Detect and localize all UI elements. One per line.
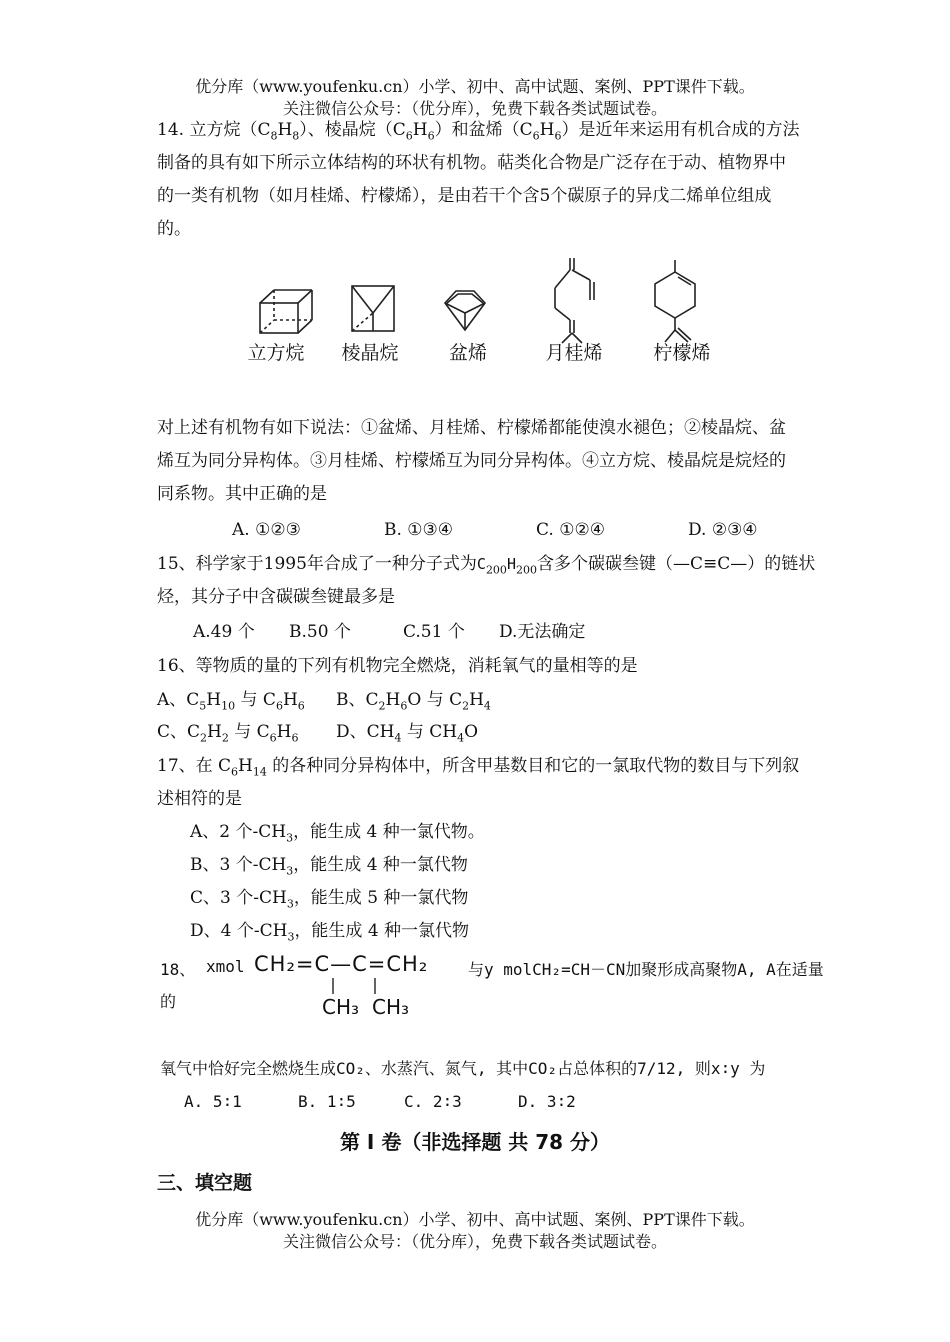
q18-methyl-1: CH₃ (322, 995, 360, 1019)
header-line-1: 优分库（www.youfenku.cn）小学、初中、高中试题、案例、PPT课件下载。 (195, 77, 755, 96)
part-title: 第 I 卷（非选择题 共 78 分） (339, 1130, 611, 1154)
label-benzvalene: 盆烯 (448, 342, 487, 364)
q17-option-a: A、2 个$-CH_3$，能生成 4 种一氯代物。 (190, 822, 485, 845)
q17-option-b: B、3 个$-CH_3$，能生成 4 种一氯代物 (190, 855, 468, 878)
q18-methyl-2: CH₃ (372, 995, 410, 1019)
q14-line-2: 制备的具有如下所示立体结构的环状有机物。萜类化合物是广泛存在于动、植物界中 (157, 153, 786, 173)
q18-line-2: 氧气中恰好完全燃烧生成CO₂、水蒸汽、氮气, 其中CO₂占总体积的7/12, 则x∶y 为 (160, 1059, 766, 1078)
q16-option-b: B、$C_2H_6O$ 与 $C_2H_4$ (336, 690, 491, 713)
label-prismane: 棱晶烷 (341, 342, 399, 364)
q18-line-1-mid: 与y molCH₂=CH－CN加聚形成高聚物A, A在适量 (468, 960, 824, 979)
q15-option-c: C.51 个 (403, 622, 465, 642)
q15-line-2: 烃，其分子中含碳碳叁键最多是 (157, 587, 395, 607)
q15-option-a: A.49 个 (193, 622, 255, 642)
limonene-structure (655, 260, 695, 342)
q18-option-d: D. 3∶2 (518, 1092, 576, 1111)
header-line-2: 关注微信公众号：（优分库），免费下载各类试题试卷。 (282, 99, 667, 118)
q16-option-a: A、$C_5H_{10}$ 与 $C_6H_6$ (157, 690, 305, 713)
q15-option-d: D.无法确定 (499, 622, 586, 642)
q18-option-c: C. 2∶3 (404, 1092, 462, 1111)
q17-option-d: D、4 个$-CH_3$，能生成 4 种一氯代物 (190, 921, 470, 944)
q14-line-4: 的。 (157, 219, 191, 239)
q14-option-a: A. ①②③ (232, 520, 301, 540)
q14-statement-2: 烯互为同分异构体。③月桂烯、柠檬烯互为同分异构体。④立方烷、棱晶烷是烷烃的 (157, 451, 786, 471)
benzvalene-structure (445, 291, 485, 330)
q14-statement-3: 同系物。其中正确的是 (157, 484, 327, 504)
q18-line-1-tail: 的 (160, 992, 177, 1011)
q14-statement-1: 对上述有机物有如下说法：①盆烯、月桂烯、柠檬烯都能使溴水褪色；②棱晶烷、盆 (157, 418, 786, 438)
q15-option-b: B.50 个 (289, 622, 351, 642)
q16-option-d: D、$CH_4$ 与 $CH_4O$ (336, 722, 479, 745)
label-cubane: 立方烷 (247, 342, 305, 364)
q17-line-2: 述相符的是 (157, 789, 242, 809)
q14-option-c: C. ①②④ (536, 520, 605, 540)
q17-line-1: 17、在 $C_6H_{14}$ 的各种同分异构体中，所含甲基数目和它的一氯取代物的数目与下列叙 (157, 756, 800, 779)
myrcene-structure (555, 258, 594, 343)
q18-formula-bonds (320, 976, 390, 996)
footer-line-2: 关注微信公众号：（优分库），免费下载各类试题试卷。 (282, 1232, 667, 1251)
q16-option-c: C、$C_2H_2$ 与 $C_6H_6$ (157, 722, 299, 745)
q18-xmol: xmol (206, 957, 245, 976)
q14-option-d: D. ②③④ (688, 520, 758, 540)
q18-option-a: A. 5∶1 (184, 1092, 242, 1111)
structures-figure (240, 258, 730, 348)
q18-option-b: B. 1∶5 (298, 1092, 356, 1111)
prismane-structure (352, 286, 394, 331)
q18-number: 18、 (160, 960, 196, 979)
q14-line-3: 的一类有机物（如月桂烯、柠檬烯），是由若干个含5个碳原子的异戊二烯单位组成 (157, 186, 772, 206)
q14-option-b: B. ①③④ (384, 520, 454, 540)
label-myrcene: 月桂烯 (545, 342, 603, 364)
q16-stem: 16、等物质的量的下列有机物完全燃烧，消耗氧气的量相等的是 (157, 656, 638, 676)
label-limonene: 柠檬烯 (653, 342, 711, 364)
q14-options (232, 514, 758, 547)
q15-options (193, 616, 585, 649)
section-3-heading: 三、填空题 (157, 1172, 253, 1194)
q18-formula-main: CH₂=C—C=CH₂ (254, 952, 429, 976)
q15-line-1: 15、科学家于1995年合成了一种分子式为$C_{200}H_{200}$含多个碳碳叁键（—C≡C—）的链状 (157, 554, 816, 577)
footer-line-1: 优分库（www.youfenku.cn）小学、初中、高中试题、案例、PPT课件下载。 (195, 1210, 755, 1229)
q14-line-1: 14. 立方烷$(C_8H_8)$、棱晶烷$(C_6H_6)$和盆烯$(C_6H_6)$是近年来运用有机合成的方法 (157, 120, 800, 143)
q18-options (184, 1092, 576, 1111)
q17-option-c: C、3 个$-CH_3$，能生成 5 种一氯代物 (190, 888, 469, 911)
cubane-structure (260, 290, 312, 333)
